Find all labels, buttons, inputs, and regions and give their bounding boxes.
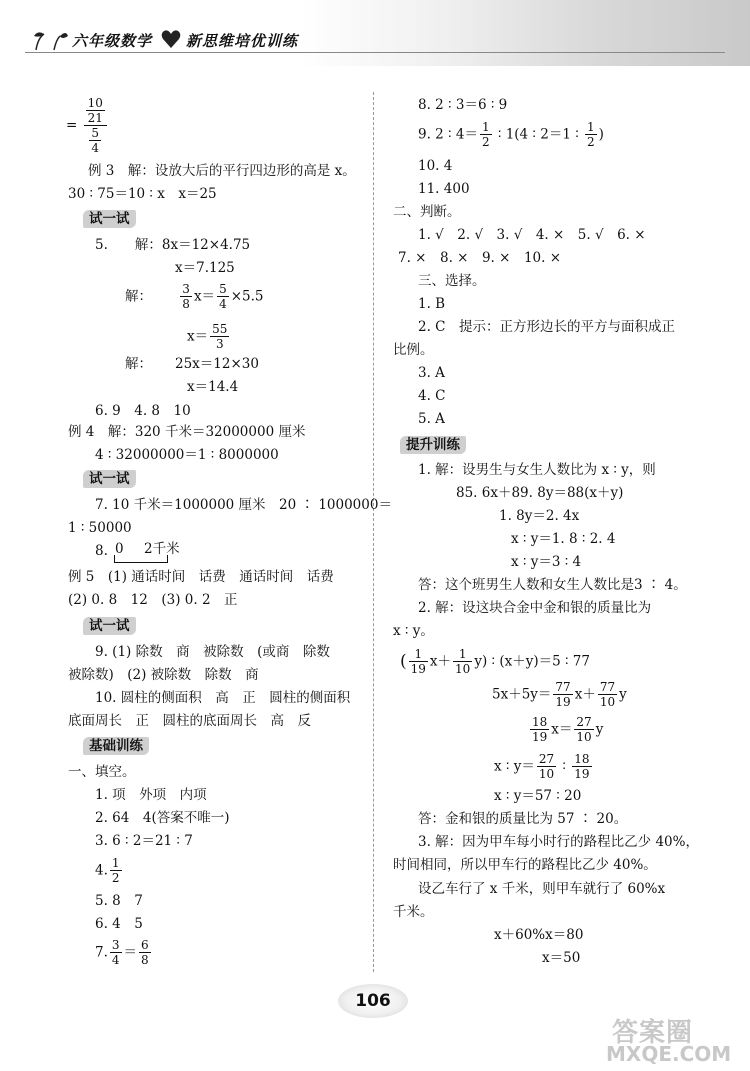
adv-3-b: 时间相同，所以甲车行的路程比乙少 40%。: [393, 857, 657, 873]
section-advanced-training: 提升训练: [400, 436, 466, 454]
r9: 9. 2 ∶ 4＝ $\frac{1}{2}$ ∶ 1(4 ∶ 2＝1 ∶ $\frac{1}{2}$ ): [418, 120, 604, 149]
page-number: 106: [338, 984, 408, 1018]
watermark-text: 答案圈: [612, 1018, 694, 1048]
q7-b: 1 ∶ 50000: [68, 520, 132, 536]
q9: 9. (1) 除数 商 被除数 (或商 除数: [95, 644, 330, 660]
q8-zero: 0: [115, 541, 124, 557]
example-3: 例 3 解：设放大后的平行四边形的高是 x。: [88, 163, 356, 179]
adv-1-answer: 答：这个班男生人数和女生人数比是3 ∶ 4。: [418, 577, 687, 593]
q5-line-d: x＝ $\frac{55}{3}$: [187, 322, 228, 351]
adv-3-d: 千米。: [393, 904, 434, 920]
choose-heading: 三、选择。: [418, 273, 486, 289]
section-try-2: 试一试: [83, 470, 136, 488]
choose-3: 3. A: [418, 365, 445, 381]
adv-3: 3. 解：因为甲车每小时行的路程比乙少 40%，: [418, 834, 699, 850]
left-l01: = $\frac{\frac{10}{21}}{\frac{5}{4}}$: [66, 96, 109, 155]
q5-line-f: x＝14.4: [187, 379, 239, 395]
adv-2: 2. 解：设这块合金中金和银的质量比为: [418, 600, 652, 616]
q8-km: 2千米: [144, 541, 180, 557]
choose-2: 2. C 提示：正方形边长的平方与面积成正: [418, 319, 676, 335]
q5-line-e: 25x＝12×30: [175, 356, 259, 372]
fill-6: 6. 4 5: [95, 916, 143, 932]
section-try-1: 试一试: [83, 210, 136, 228]
example-4: 例 4 解：320 千米＝32000000 厘米: [68, 424, 306, 440]
choose-1: 1. B: [418, 296, 446, 312]
choose-4: 4. C: [418, 388, 446, 404]
adv-3-eq-1: x＋60%x＝80: [494, 927, 584, 943]
choose-5: 5. A: [418, 411, 445, 427]
fill-4: 4. $\frac{1}{2}$: [95, 856, 120, 885]
adv-3-eq-2: x＝50: [542, 950, 581, 966]
fill-heading: 一、填空。: [68, 764, 136, 780]
heart-icon: [160, 28, 182, 50]
example-5: 例 5 (1) 通话时间 话费 通话时间 话费: [68, 569, 334, 585]
judge-heading: 二、判断。: [393, 204, 461, 220]
column-divider: [373, 92, 374, 972]
q5-line-e-label: 解：: [125, 356, 152, 372]
fill-3: 3. 6 ∶ 2＝21 ∶ 7: [95, 833, 193, 849]
adv-2-eq-1: ( $\frac{1}{19}$ x＋ $\frac{1}{10}$ y) ∶ (x＋y)＝5 ∶ 77: [400, 647, 590, 676]
header-subtitle: 新思维培优训练: [186, 32, 299, 50]
judge-line-1: 1. √ 2. √ 3. √ 4. × 5. √ 6. ×: [418, 227, 646, 243]
adv-2-b: x ∶ y。: [393, 623, 434, 639]
q5-line-c: 解： $\frac{3}{8}$ x＝ $\frac{5}{4}$ ×5.5: [125, 282, 264, 311]
adv-1-eq-3: x ∶ y＝1. 8 ∶ 2. 4: [511, 531, 616, 547]
fill-5: 5. 8 7: [95, 893, 143, 909]
sprout-icon: [30, 28, 70, 52]
section-basic-training: 基础训练: [83, 737, 149, 755]
q7: 7. 10 千米＝1000000 厘米 20 ∶ 1000000＝: [95, 497, 392, 513]
fill-2: 2. 64 4(答案不唯一): [95, 810, 230, 826]
adv-1-eq-2: 1. 8y＝2. 4x: [499, 508, 580, 524]
q5-line-a: 5. 解：8x＝12×4.75: [95, 237, 251, 253]
section-try-3: 试一试: [83, 617, 136, 635]
example-5-b: (2) 0. 8 12 (3) 0. 2 正: [68, 592, 238, 608]
adv-1-eq-4: x ∶ y＝3 ∶ 4: [511, 554, 582, 570]
q8-label: 8.: [95, 543, 108, 559]
header-title: 六年级数学: [72, 32, 153, 50]
watermark-url: MXQE.COM: [606, 1042, 732, 1066]
adv-2-eq-5: x ∶ y＝57 ∶ 20: [494, 788, 582, 804]
r8: 8. 2 ∶ 3＝6 ∶ 9: [418, 97, 508, 113]
judge-line-2: 7. × 8. × 9. × 10. ×: [398, 250, 562, 266]
adv-3-c: 设乙车行了 x 千米，则甲车就行了 60%x: [418, 881, 666, 897]
example-4-b: 4 ∶ 32000000＝1 ∶ 8000000: [95, 447, 279, 463]
example-3-equation: 30 ∶ 75＝10 ∶ x x＝25: [68, 186, 217, 202]
r10: 10. 4: [418, 158, 453, 174]
q10-b: 底面周长 正 圆柱的底面周长 高 反: [68, 713, 311, 729]
choose-2-b: 比例。: [393, 342, 434, 358]
adv-2-eq-2: 5x＋5y＝ $\frac{77}{19}$ x＋ $\frac{77}{10}$ y: [492, 680, 627, 709]
fill-7: 7. $\frac{3}{4}$ ＝ $\frac{6}{8}$: [95, 938, 149, 967]
adv-1: 1. 解：设男生与女生人数比为 x ∶ y，则: [418, 462, 656, 478]
adv-1-eq-1: 85. 6x＋89. 8y＝88(x＋y): [456, 485, 624, 501]
q10: 10. 圆柱的侧面积 高 正 圆柱的侧面积: [95, 690, 351, 706]
q6: 6. 9 4. 8 10: [95, 403, 191, 419]
r11: 11. 400: [418, 181, 470, 197]
scale-bar: [114, 555, 168, 563]
adv-2-eq-3: $\frac{18}{19}$ x＝ $\frac{27}{10}$ y: [532, 715, 604, 744]
q5-line-b: x＝7.125: [175, 260, 235, 276]
adv-2-answer: 答：金和银的质量比为 57 ∶ 20。: [418, 811, 628, 827]
adv-2-eq-4: x ∶ y＝ $\frac{27}{10}$ ∶ $\frac{18}{19}$: [494, 752, 590, 781]
fill-1: 1. 项 外项 内项: [95, 787, 207, 803]
q9-b: 被除数) (2) 被除数 除数 商: [68, 667, 259, 683]
header-rule: [25, 52, 725, 53]
